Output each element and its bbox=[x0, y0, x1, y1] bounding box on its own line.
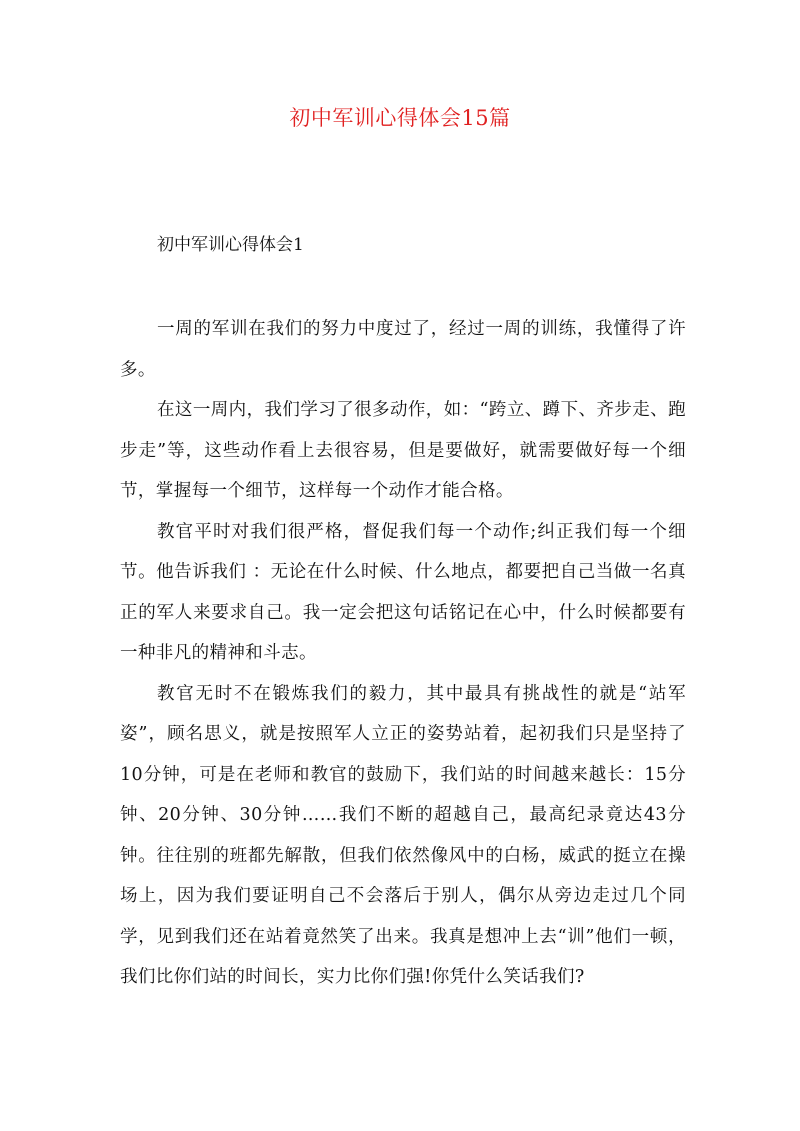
paragraph-4: 教官无时不在锻炼我们的毅力，其中最具有挑战性的就是“站军姿”，顾名思义，就是按照军人立正的姿势站着，起初我们只是坚持了10分钟，可是在老师和教官的鼓励下，我们站的时间越来越长：15分钟、20分钟、30分钟……我们不断的超越自己，最高纪录竟达43分钟。往往别的班都先解散，但我们依然像风中的白杨，威武的挺立在操场上，因为我们要证明自己不会落后于别人，偶尔从旁边走过几个同学，见到我们还在站着竟然笑了出来。我真是想冲上去“训”他们一顿，我们比你们站的时间长，实力比你们强!你凭什么笑话我们? bbox=[120, 683, 686, 987]
document-title: 初中军训心得体会15篇 bbox=[289, 106, 511, 130]
body-text bbox=[120, 309, 686, 998]
paragraph-2: 在这一周内，我们学习了很多动作，如：“跨立、蹲下、齐步走、跑步走”等，这些动作看上去很容易，但是要做好，就需要做好每一个细节，掌握每一个细节，这样每一个动作才能合格。 bbox=[120, 400, 686, 501]
section-heading: 初中军训心得体会1 bbox=[157, 235, 304, 255]
paragraph-3: 教官平时对我们很严格，督促我们每一个动作;纠正我们每一个细节。他告诉我们 ：无论在什么时候、什么地点，都要把自己当做一名真正的军人来要求自己。我一定会把这句话铭记在心中，什么时候都要有一种非凡的精神和斗志。 bbox=[120, 521, 686, 663]
paragraph-1: 一周的军训在我们的努力中度过了，经过一周的训练，我懂得了许多。 bbox=[120, 319, 686, 380]
